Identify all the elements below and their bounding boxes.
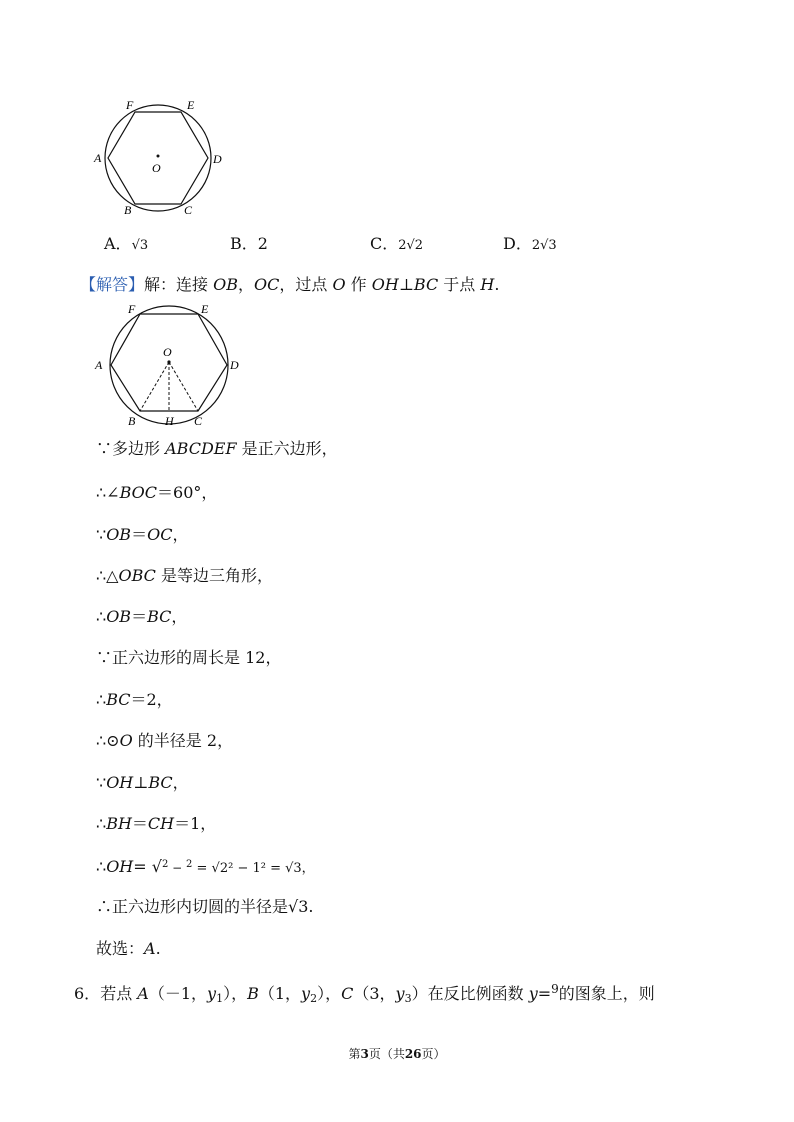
segment-OB xyxy=(140,362,169,411)
label-C: C xyxy=(184,203,193,217)
label-A: A xyxy=(94,151,102,165)
page-footer: 第3页（共26页） xyxy=(348,1047,446,1061)
step-9: ∵OH⊥BC， xyxy=(96,773,189,792)
solution-intro: 【解答】解：连接 OB，OC，过点 O 作 OH⊥BC 于点 H. xyxy=(80,275,500,294)
label-E: E xyxy=(187,98,195,112)
label2-H: H xyxy=(165,414,174,428)
label2-D: D xyxy=(230,358,239,372)
option-c: C．2√2 xyxy=(370,234,424,253)
figure-hexagon-1 xyxy=(88,92,238,224)
step-5: ∴OB＝BC， xyxy=(96,607,188,626)
step-2: ∴∠BOC＝60°， xyxy=(96,483,218,502)
fraction-numerator: 9 xyxy=(551,982,559,996)
step-3: ∵OB＝OC， xyxy=(96,525,189,544)
label-F: F xyxy=(126,98,134,112)
step-12: ∴正六边形内切圆的半径是√3. xyxy=(96,897,314,916)
label2-B: B xyxy=(128,414,136,428)
label-B: B xyxy=(124,203,132,217)
solution-tag: 【解答】 xyxy=(80,275,145,294)
label2-A: A xyxy=(95,358,103,372)
label2-F: F xyxy=(128,302,136,316)
hexagon xyxy=(108,112,208,204)
question-number: 6． xyxy=(74,984,101,1003)
center-dot-2 xyxy=(167,360,170,363)
label2-C: C xyxy=(194,414,203,428)
segment-OC xyxy=(169,362,198,411)
label2-O: O xyxy=(163,345,172,359)
step-13: 故选：A. xyxy=(96,939,161,958)
step-4: ∴△OBC 是等边三角形， xyxy=(96,566,273,585)
label2-E: E xyxy=(201,302,209,316)
center-dot xyxy=(157,155,160,158)
step-7: ∴BC＝2， xyxy=(96,690,173,709)
figure-hexagon-2 xyxy=(90,298,250,432)
option-a: A．√3 xyxy=(104,234,149,253)
label-D: D xyxy=(213,152,222,166)
option-d: D．2√3 xyxy=(503,234,557,253)
step-10: ∴BH＝CH＝1， xyxy=(96,814,217,833)
question-6: 6．若点 A（－1，$y_1$），B（1，$y_2$），C（3，$y_3$）在反比例函数 y=9的图象上，则 xyxy=(74,982,655,1005)
option-b: B．2 xyxy=(230,234,268,253)
step-8: ∴⊙O 的半径是 2， xyxy=(96,731,234,750)
label-O: O xyxy=(152,161,161,175)
step-6: ∵正六边形的周长是 12， xyxy=(96,648,282,667)
step-11: ∴OH= √$^2$ − $^2$ = √2² − 1² = √3， xyxy=(96,857,315,876)
step-1: ∵多边形 ABCDEF 是正六边形， xyxy=(96,439,338,458)
circumcircle xyxy=(105,105,211,211)
